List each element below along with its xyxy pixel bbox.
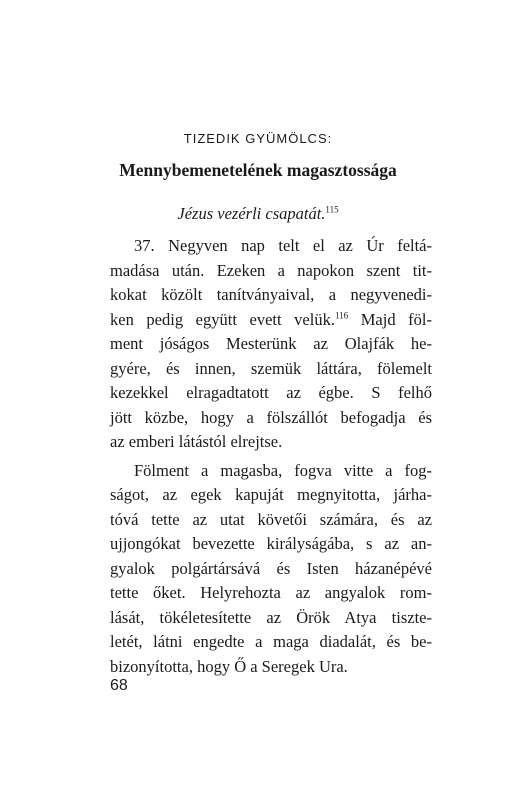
text-line (110, 259, 432, 284)
line-text: kezekkel elragadtatott az égbe. S felhő (110, 383, 432, 402)
paragraph (110, 234, 432, 455)
line-text: tette őket. Helyrehozta az angyalok rom- (110, 583, 432, 602)
line-text-continued: Majd föl- (348, 309, 432, 329)
line-text: letét, látni engedte a maga diadalát, és be- (110, 632, 432, 651)
text-line (110, 459, 432, 484)
chapter-label: TIZEDIK GYÜMÖLCS: (183, 131, 333, 146)
line-text: gyére, és innen, szemük láttára, fölemelt (110, 358, 432, 378)
chapter-title: Mennybemenetelének magasztossága (119, 160, 397, 180)
line-text: lását, tökéletesítette az Örök Atya tiszte- (110, 607, 432, 627)
text-line (110, 381, 432, 406)
footnote-marker: 116 (334, 310, 349, 320)
line-text: 37. Negyven nap telt el az Úr feltá- (134, 236, 432, 255)
text-line (110, 283, 432, 308)
line-text: kokat közölt tanítványaival, a negyvenedi- (110, 285, 432, 304)
line-text: ujjongókat bevezette királyságába, s az an- (110, 534, 432, 553)
section-subheading (0, 204, 516, 224)
text-line (110, 532, 432, 557)
text-line (110, 630, 432, 655)
text-line (110, 606, 432, 631)
text-line (110, 332, 432, 357)
text-line (110, 581, 432, 606)
page-number: 68 (110, 677, 128, 694)
line-text: ságot, az egek kapuját megnyitotta, járha- (110, 485, 432, 504)
text-line (110, 234, 432, 259)
line-text: az emberi látástól elrejtse. (110, 432, 283, 451)
line-text: ment jóságos Mesterünk az Olajfák he- (110, 334, 432, 353)
line-text: jött közbe, hogy a fölszállót befogadja és (110, 407, 432, 427)
text-line (110, 483, 432, 508)
text-line (110, 508, 432, 533)
body-text (110, 234, 432, 679)
text-line (110, 557, 432, 582)
text-line (110, 430, 432, 455)
text-line (110, 406, 432, 431)
text-line (110, 655, 432, 680)
line-text: tóvá tette az utat követői számára, és az (110, 509, 432, 529)
line-text: Fölment a magasba, fogva vitte a fog- (134, 460, 432, 480)
line-text: gyalok polgártársává és Isten házanépévé (110, 558, 432, 578)
line-text: bizonyította, hogy Ő a Seregek Ura. (110, 656, 348, 676)
subheading-text: Jézus vezérli csapatát. (177, 204, 326, 223)
footnote-marker: 115 (325, 204, 339, 215)
text-line (110, 308, 432, 333)
text-line (110, 357, 432, 382)
paragraph (110, 459, 432, 680)
line-text: ken pedig együtt evett velük. (110, 309, 335, 329)
line-text: madása után. Ezeken a napokon szent tit- (110, 260, 432, 280)
